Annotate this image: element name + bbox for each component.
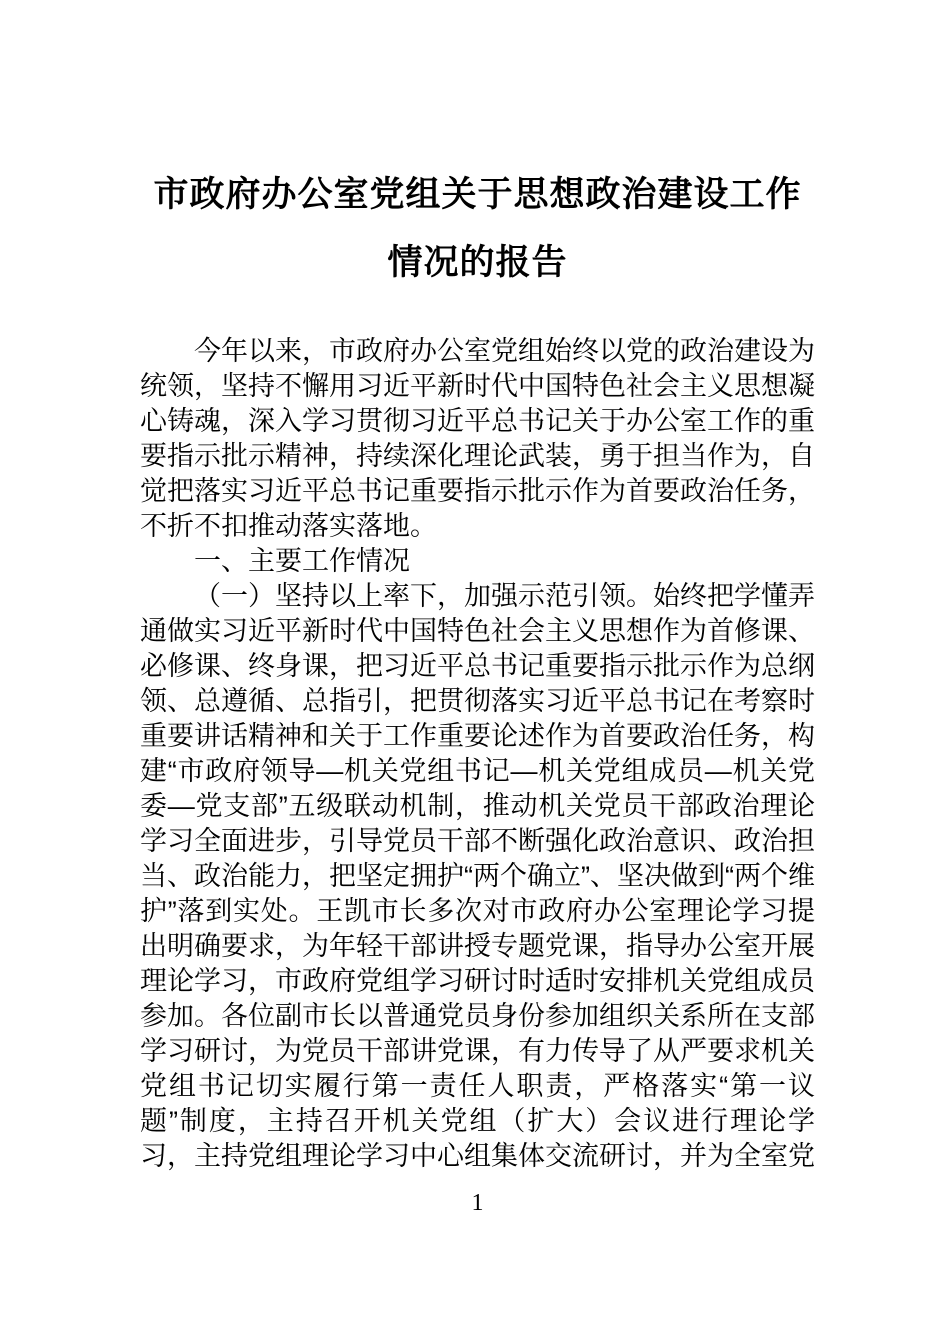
title-line-1: 市政府办公室党组关于思想政治建设工作 [153,175,802,214]
document-body [140,334,815,1174]
page-number: 1 [471,1190,484,1216]
document-title [140,161,815,297]
paragraph-section-one: （一）坚持以上率下，加强示范引领。始终把学懂弄通做实习近平新时代中国特色社会主义思想作为首修课、必修课、终身课，把习近平总书记重要指示批示作为总纲领、总遵循、总指引，把贯彻落实习近平总书记在考察时重要讲话精神和关于工作重要论述作为首要政治任务，构建“市政府领导—机关党组书记—机关党组成员—机关党委—党支部”五级联动机制，推动机关党员干部政治理论学习全面进步，引导党员干部不断强化政治意识、政治担当、政治能力，把坚定拥护“两个确立”、坚决做到“两个维护”落到实处。王凯市长多次对市政府办公室理论学习提出明确要求，为年轻干部讲授专题党课，指导办公室开展理论学习，市政府党组学习研讨时适时安排机关党组成员参加。各位副市长以普通党员身份参加组织关系所在支部学习研讨，为党员干部讲党课，有力传导了从严要求机关党组书记切实履行第一责任人职责，严格落实“第一议题”制度，主持召开机关党组（扩大）会议进行理论学习，主持党组理论学习中心组集体交流研讨，并为全室党 [140,581,815,1171]
paragraph-intro: 今年以来，市政府办公室党组始终以党的政治建设为统领，坚持不懈用习近平新时代中国特色社会主义思想凝心铸魂，深入学习贯彻习近平总书记关于办公室工作的重要指示批示精神，持续深化理论武装，勇于担当作为，自觉把落实习近平总书记重要指示批示作为首要政治任务，不折不扣推动落实落地。 [140,336,815,541]
section-heading: 一、主要工作情况 [194,546,410,576]
title-line-2: 情况的报告 [387,243,568,282]
